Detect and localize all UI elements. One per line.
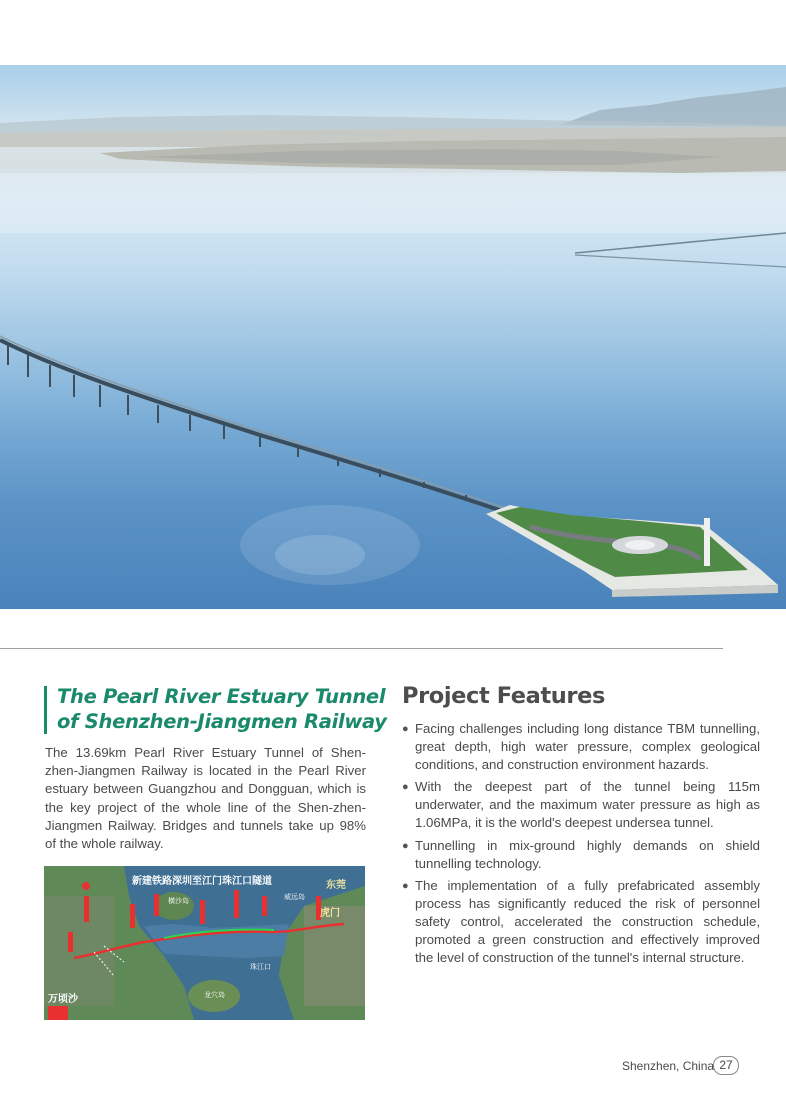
title-line-1: The Pearl River Estuary Tunnel	[57, 685, 386, 708]
map-label-humen: 虎门	[320, 908, 340, 919]
feature-item	[402, 720, 760, 774]
bullet-icon: ●	[402, 879, 409, 892]
section-divider	[0, 648, 723, 649]
footer-location: Shenzhen, China	[622, 1059, 715, 1073]
page-number: 27	[713, 1056, 739, 1075]
title-line-2: of Shenzhen-Jiangmen Railway	[57, 710, 387, 733]
bullet-icon: ●	[402, 839, 409, 852]
map-label-dongguan: 东莞	[326, 880, 346, 891]
map-label-wanqingsha: 万顷沙	[48, 994, 78, 1005]
feature-item	[402, 877, 760, 967]
hero-photo	[0, 65, 786, 609]
title-accent-bar	[44, 686, 47, 734]
bullet-icon: ●	[402, 723, 409, 735]
hero-illustration	[0, 65, 786, 609]
feature-item	[402, 837, 760, 873]
route-map-image	[44, 866, 365, 1020]
feature-text: Tunnelling in mix-ground highly demands on shield tunnelling technology.	[415, 837, 760, 871]
features-list	[402, 720, 760, 971]
map-label-longxue: 龙穴岛	[204, 991, 225, 999]
feature-item	[402, 778, 760, 832]
map-title: 新建铁路深圳至江门珠江口隧道	[132, 876, 272, 887]
bullet-icon: ●	[402, 781, 409, 794]
feature-text: Facing challenges including long distance TBM tunnelling, great depth, high water pressure, complex geological conditions, and construction environment hazards.	[415, 721, 760, 773]
intro-paragraph: The 13.69km Pearl River Estuary Tunnel of Shen-zhen-Jiangmen Railway is located in the Pearl River estuary between Guangzhou and Dongguan, which is the key project of the whole line of the Shen-zhen-Jiangmen Railway. Bridges and tunnels take up 98% of the whole railway.	[45, 745, 366, 852]
feature-text: The implementation of a fully prefabricated assembly process has significantly reduced the risk of personnel safety control, accelerated the construction schedule, promoted a green construction and effectively improved the level of construction of the tunnel's internal structure.	[415, 877, 760, 966]
article-title	[57, 684, 387, 734]
feature-text: With the deepest part of the tunnel being 115m underwater, and the maximum water pressure as high as 1.06MPa, it is the world's deepest undersea tunnel.	[415, 779, 760, 831]
map-label-zhujiangkou: 珠江口	[250, 963, 271, 971]
features-heading: Project Features	[402, 683, 605, 709]
map-label-hengsha: 横沙岛	[168, 897, 189, 905]
map-label-weiyuan: 威远岛	[284, 893, 305, 901]
